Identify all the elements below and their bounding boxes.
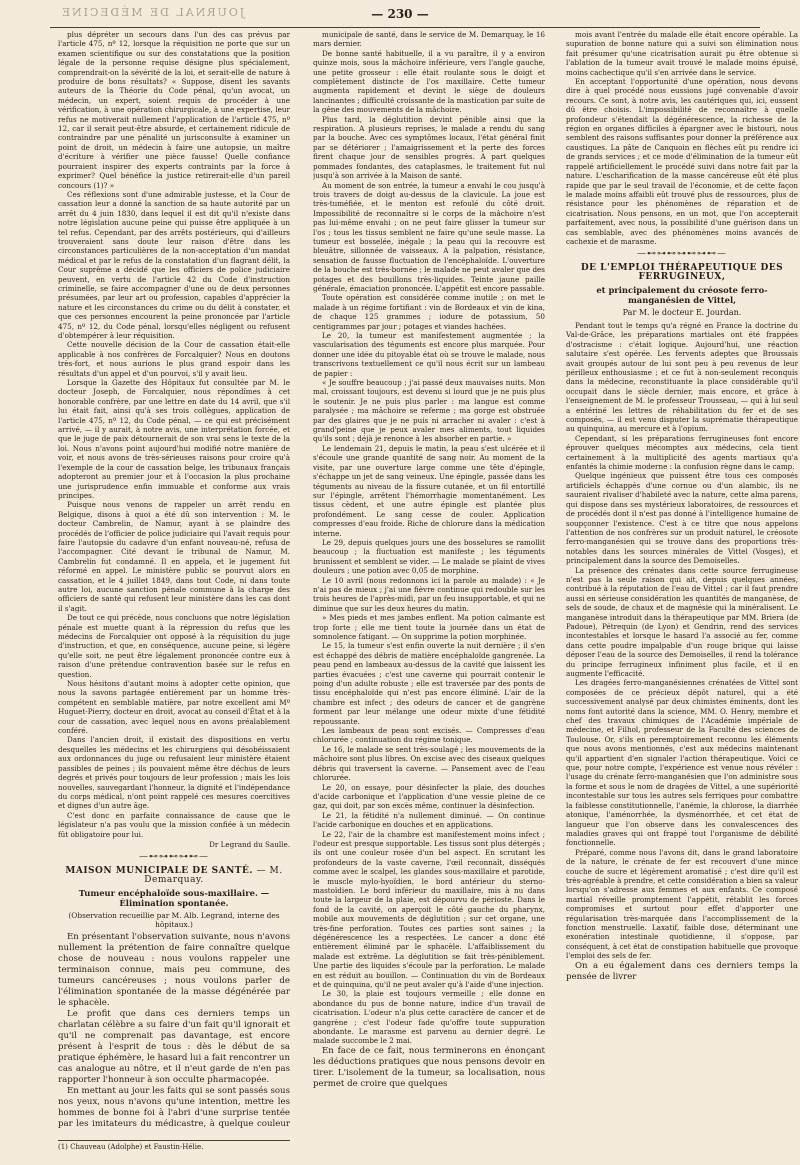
section-title	[58, 867, 290, 886]
paragraph: Les lambeaux de peau sont excisés. — Compresses d'eau chlorurée ; continuation du régime tonique.	[313, 726, 545, 745]
paragraph: Le 22, l'air de la chambre est manifestement moins infect ; l'odeur est presque supportable. Les tissus sont plus détergés ; ils ont une couleur rosée d'un bel aspect. En scrutant les profondeurs de la vaste caverne, l'œil reconnaît, disséqués comme avec le scalpel, les glandes sous-maxillaire et parotide, le muscle mylo-hyoïdien, le bord antérieur du sterno-mastoïdien. Le bord inférieur du maxillaire, mis à nu dans toute la largeur de la plaie, est dépourvu de périoste. Dans le fond de la cavité, on aperçoit le côté gauche du pharynx, mobile aux mouvements de déglutition ; sur cet organe, une très-fine perforation. Toutes ces parties sont saines ; la dégénérescence les a respectées. Le cancer a donc été entièrement éliminé par le sphacèle. L'affaiblissement du malade est extrême. La déglutition se fait très-péniblement. Une partie des liquides s'écoule par la perforation. Le malade en est réduit au bouillon. — Continuation du vin de Bordeaux et de quinquina, qu'il ne peut avaler qu'à l'aide d'une injection.	[313, 829, 545, 990]
paragraph: « Je souffre beaucoup ; j'ai passé deux mauvaises nuits. Mon mal, croissant toujours, est devenu si lourd que je ne puis plus le soutenir. Je ne puis plus parler : ma langue est comme paralysée ; ma mâchoire se referme ; ma gorge est obstruée par des glaires que je ne puis ni arracher ni avaler : c'est à grand'peine que je peux avaler mes aliments, tout liquides qu'ils sont ; déjà je renonce à les absorber en partie. »	[313, 378, 545, 444]
paragraph: Nous hésitons d'autant moins à adopter cette opinion, que nous la savons partagée entièrement par un homme très-compétent en semblable matière, par notre excellent ami Mº Huguet-Pierry, docteur en droit, avocat au conseil d'État et à la cour de cassation, avec lequel nous en avons préalablement conféré.	[58, 679, 290, 736]
column-2	[313, 30, 545, 1140]
paragraph: En face de ce fait, nous terminerons en énonçant les déductions pratiques que nous pensons devoir en tirer. L'isolement de la tumeur, sa localisation, nous permet de croire que quelques	[313, 1045, 545, 1089]
section-divider-ornament: —⊷⊶⊷⊶⊷⊶⊷—	[637, 249, 727, 260]
paragraph: Puisque nous venons de rappeler un arrêt rendu en Belgique, disons à quoi a été dû son intervention : M. le docteur Cambrelin, de Namur, ayant à se plaindre des procédés de l'officier de police judiciaire qui l'avait requis pour faire l'autopsie du cadavre d'un enfant nouveau-né, refusa de l'accompagner. Cité devant le tribunal de Namur, M. Cambrelin fut condamné. Il en appela, et le jugement fut réformé en appel. Le ministère public se pourvut alors en cassation, et le 4 juillet 1849, dans tout Code, ni dans toute autre loi, aucune sanction pénale commune à la charge des officiers de santé qui refusent leur ministère dans les cas dont il s'agit.	[58, 500, 290, 613]
paragraph: Le 20, on essaye, pour désinfecter la plaie, des douches d'acide carbonique et l'application d'une vessie pleine de ce gaz, qui doit, par son excès même, continuer la désinfection.	[313, 782, 545, 811]
paragraph: Le 10 avril (nous redonnons ici la parole au malade) : « Je n'ai pas de mieux ; j'ai une fièvre continue qui redouble sur les trois heures de l'après-midi, par un feu insupportable, et qui ne diminue que sur les deux heures du matin.	[313, 575, 545, 613]
paragraph: Au moment de son entrée, la tumeur a envahi le cou jusqu'à trois travers de doigt au-dessus de la clavicule. La joue est très-tuméfiée, et le menton est refoulé du côté droit. Impossibilité de reconnaître si le corps de la mâchoire n'est pas lui-même envahi ; on ne peut faire glisser la tumeur sur l'os ; tous les tissus semblent ne faire qu'une seule masse. La tumeur est bosselée, inégale ; la peau qui la recouvre est bleuâtre, sillonnée de vaisseaux. A la palpation, résistance, sensation de fausse fluctuation de l'encéphaloïde. L'ouverture de la bouche est très-bornée ; le malade ne peut avaler que des potages et des bouillons très-liquides. Teinte jaune paille générale, émaciation prononcée. L'appétit est encore passable.	[313, 180, 545, 293]
column-1	[58, 30, 290, 1130]
paragraph: Le 30, la plaie est toujours vermeille ; elle donne en abondance du pus de bonne nature, indice d'un travail de cicatrisation. L'odeur n'a plus cette caractère de cancer et de gangrène ; c'est l'odeur fade qu'offre toute suppuration abondante. Le marasme est parvenu au dernier degré. Le malade succombe le 2 mai.	[313, 989, 545, 1046]
paragraph: Cependant, si les préparations ferrugineuses font encore éprouver quelques mécomptes aux médecins, cela tient certainement à la multiplicité des agents martiaux qu'a enfantés la chimie moderne : la confusion règne dans le camp.	[566, 433, 798, 472]
paragraph: Préparé, comme nous l'avons dit, dans le grand laboratoire de la nature, le crénate de fer est recouvert d'une mince couche de sucre et légèrement aromatisé ; c'est dire qu'il est très-agréable à prendre, et cette considération a bien sa valeur lorsqu'on s'adresse aux femmes et aux enfants. Ce composé martial réveille promptement l'appétit, rétablit les forces compromises et surtout pour effet d'apporter une régularisation très-marquée dans l'accomplissement de la fonction menstruelle. Laxatif, faible dose, déterminant une exonération intestinale quotidienne, il s'oppose, par conséquent, à cet état de constipation habituelle que provoque l'emploi des sels de fer.	[566, 847, 798, 961]
section-subtitle: et principalement du créosote ferro-manganésien de Vittel,	[596, 284, 768, 305]
paragraph: En présentant l'observation suivante, nous n'avons nullement la prétention de faire connaître quelque chose de nouveau : nous voulons rappeler une terminaison connue, mais peu commune, des tumeurs cancéreuses ; nous voulons parler de l'élimination spontanée de la masse dégénérée par le sphacèle.	[58, 932, 290, 1009]
section-subtitle: Tumeur encéphaloïde sous-maxillaire. — Élimination spontanée.	[78, 887, 270, 908]
paragraph: Ces réflexions sont d'une admirable justesse, et la Cour de cassation leur a donné la sanction de sa haute autorité par un arrêt du 4 juin 1830, dans lequel il est dit qu'il n'existe dans notre législation aucune peine qui puisse être appliquée à un tel refus. Cependant, par des arrêts postérieurs, qui d'ailleurs trouveraient sans doute leur raison d'être dans les circonstances particulières de la non-acceptation d'un mandat médical et par le refus de la constatation d'un flagrant délit, la Cour suprême a décidé que les officiers de police judiciaire peuvent, en vertu de l'article 42 du Code d'instruction criminelle, se faire accompagner d'une ou de deux personnes présumées, par leur art ou profession, capables d'apprécier la nature et les circonstances du crime ou du délit à constater, et que ces personnes encourent la peine prononcée par l'article 475, nº 12, du Code pénal, lorsqu'elles négligent ou refusent d'obtempérer à leur réquisition.	[58, 189, 290, 340]
paragraph: Quelque ingénieux que puissent être tous ces composés artificiels échappés d'une cornue ou d'un alambic, ils ne sauraient rivaliser d'habileté avec la nature, cette alma parens, qui dispose dans ses mystérieux laboratoires, de ressources et de procédés dont il n'est pas donné à l'intelligence humaine de soupçonner l'existence. C'est à ce titre que nous appelons l'attention de nos confrères sur un produit naturel, le créosote ferro-manganésien qui se trouve dans des proportions très-notables dans les sources minérales de Vittel (Vosges), et principalement dans la source des Demoiselles.	[566, 471, 798, 566]
paragraph: Cette nouvelle décision de la Cour de cassation était-elle applicable à nos confrères de Forcalquier? Nous en doutons très-fort, et nous aurions le plus grand espoir dans les résultats d'un appel et d'un pourvoi, s'il y avait lieu.	[58, 340, 290, 378]
paragraph: De bonne santé habituelle, il a vu paraître, il y a environ quinze mois, sous la mâchoire inférieure, vers l'angle gauche, une petite grosseur : elle était roulante sous le doigt et complètement distincte de l'os maxillaire. Cette tumeur augmenta rapidement et devint le siège de douleurs lancinantes ; difficulté croissante de la mastication par suite de la gêne des mouvements de la mâchoire.	[313, 48, 545, 115]
section-title-author: — M. Demarquay.	[144, 865, 283, 886]
paragraph: Le 20, la tumeur est manifestement augmentée ; la vascularisation des téguments est encore plus marquée. Pour donner une idée du pitoyable état où se trouve le malade, nous transcrivons textuellement ce qu'il nous écrit sur un lambeau de papier :	[313, 331, 545, 378]
page-number: — 230 —	[371, 7, 429, 21]
paragraph: La présence des crénates dans cette source ferrugineuse n'est pas la seule raison qui ait, depuis quelques années, contribué à la réputation de l'eau de Vittel ; car il faut prendre aussi en sérieuse considération les quantités de manganèse, de sels de soude, de chaux et de magnésie qui la minéralisent. Le manganèse introduit dans la thérapeutique par MM. Briera (de Padoue), Pétrequin (de Lyon) et Gendrin, rend des services incontestables et lorsque le hasard l'a associé au fer, comme dans cette poudre impalpable d'un rouge brique qui laisse déposer l'eau de la source des Demoiselles, il rend la tolérance du principe ferrugineux infiniment plus facile, et il en augmente l'efficacité.	[566, 565, 798, 678]
footnote: (1) Chauveau (Adolphe) et Faustin-Hélie.	[58, 1140, 290, 1151]
article-signature: Dr Legrand du Saulle.	[209, 839, 290, 849]
paragraph: Le 29, depuis quelques jours une des bosselures se ramollit beaucoup ; la fluctuation est manifeste ; les téguments brunissent et semblent se vider. — Le malade se plaint de vives douleurs ; une potion avec 0,05 de morphine.	[313, 537, 545, 576]
paragraph: Dans l'ancien droit, il existait des dispositions en vertu desquelles les médecins et les chirurgiens qui désobéissaient aux ordonnances du juge ou refusaient leur ministère étaient passibles de peines ; ils pouvaient même être déchus de leurs degrés et privés pour toujours de leur profession ; mais les lois nouvelles, sauvegardant l'honneur, la dignité et l'indépendance du corps médical, n'ont point rappelé ces mesures coercitives et dignes d'un autre âge.	[58, 735, 290, 811]
paragraph: Toute opération est considérée comme inutile ; on met le malade à un régime fortifiant : vin de Bordeaux et vin de kina, de chaque 125 grammes ; iodure de potassium, 50 centigrammes par jour ; potages et viandes hachées.	[313, 293, 545, 331]
paragraph: En acceptant l'opportunité d'une opération, nous devons dire à quel procédé nous eussions jugé convenable d'avoir recours. Ce sont, à notre avis, les cautériques qui, ici, eussent dû être choisis. L'impossibilité de reconnaître à quelle profondeur s'étendait la dégénérescence, la richesse de la région en organes difficiles à épargner avec le bistouri, nous semblent des raisons suffisantes pour donner la préférence aux caustiques. La pâte de Canquoin en flèches eût pu rendre ici de grands services ; et ce mode d'élimination de la tumeur eût rappelé artificiellement le procédé suivi dans notre fait par la nature. L'escharification de la masse cancéreuse eût été plus rapide que par le seul travail de l'économie, et de cette façon le malade moins affaibli eût trouvé plus de ressources, plus de résistance pour les phénomènes de réparation et de cicatrisation. Nous pensons, en un mot, que l'on accepterait parfaitement, avec nous, la possibilité d'une guérison dans un cas semblable, avec des phénomènes moins avancés de cachexie et de marasme.	[566, 77, 798, 246]
paragraph: municipale de santé, dans le service de M. Demarquay, le 16 mars dernier.	[313, 30, 545, 49]
paragraph: Le profit que dans ces derniers temps un charlatan célèbre a su faire d'un fait qu'il ignorait et qu'il ne comprenait pas davantage, est encore présent à l'esprit de tous : dès le début de sa pratique éphémère, le hasard lui a fait rencontrer un cas analogue au nôtre, et il n'eut garde de n'en pas rapporter l'honneur à son occulte pharmacopée.	[58, 1009, 290, 1086]
paragraph: De tout ce qui précède, nous concluons que notre législation pénale est muette quant à la répression du refus que les médecins de Forcalquier ont opposé à la réquisition du juge d'instruction, et que, en conséquence, aucune peine, si légère qu'elle soit, ne peut être légalement prononcée contre eux à raison d'une prétendue contravention basée sur le refus en question.	[58, 613, 290, 679]
paragraph: On a eu également dans ces derniers temps la pensée de livrer	[566, 960, 798, 982]
paragraph: Lorsque la Gazette des Hôpitaux fut consultée par M. le docteur Joseph, de Forcalquier, nous répondîmes à cet honorable confrère, par une lettre en date du 14 avril, que s'il lui était fait, ainsi qu'à ses trois collègues, application de l'article 475, nº 12, du Code pénal, — ce qui est précisément arrivé, — il y aurait, à notre avis, une interprétation forcée, et que le juge de paix détournerait de son vrai sens le texte de la loi. Nous n'avons point aujourd'hui modifié notre manière de voir, et nous avons de très-sérieuses raisons pour croire qu'à l'exemple de la cour de cassation belge, les tribunaux français adopteront au premier jour et à l'occasion la plus prochaine une jurisprudence enfin immuable et conforme aux vrais principes.	[58, 378, 290, 500]
paragraph: plus dépréter un secours dans l'un des cas prévus par l'article 475, nº 12, lorsque la réquisition ne porte que sur un examen scientifique ou sur des constatations que la position légale de la personne requise désigne plus spécialement, comprendrait-on la sévérité de la loi, et serait-elle de nature à produire de bons résultats? « Suppose, disent les savants auteurs de la Théorie du Code pénal, qu'un avocat, un médecin, un expert, soient requis de procéder à une vérification, à une opération chirurgicale, à une expertise, leur refus ne motiverait nullement l'application de l'article 475, nº 12, car il serait peut-être absurde, et certainement ridicule de contraindre par une pénalité un jurisconsulte à examiner un point de droit, un médecin à faire une autopsie, un maître d'écriture à vérifier une pièce fausse! Quelle confiance pourraient inspirer des experts contraints par la force à exprimer? Quel bénéfice la justice retirerait-elle d'un pareil concours (1)? »	[58, 30, 290, 190]
paragraph: Le 21, la fétidité n'a nullement diminué. — On continue l'acide carbonique en douches et en applications.	[313, 810, 545, 830]
page-header	[0, 4, 800, 26]
column-3	[566, 30, 798, 1140]
paragraph: Pendant tout le temps qu'a régné en France la doctrine du Val-de-Grâce, les préparations martiales ont été frappées d'ostracisme : c'était logique. Aujourd'hui, une réaction salutaire s'est opérée. Les fervents adeptes que Broussais avait groupés autour de lui sont peu à peu revenus de leur périlleux enthousiasme ; et ce fut à non-seulement reconquis dans la médecine, reconstituante la place considérable qu'il occupait dans le siècle dernier, mais encore, et grâce à l'enseignement de M. le professeur Trousseau, — qui à lui seul a entériné les lettres de réhabilitation du fer et de ses composés, — il est venu disputer la suprématie thérapeutique au quinquina, au mercure et à l'opium.	[566, 320, 798, 434]
paragraph: mois avant l'entrée du malade elle était encore opérable. La supuration de bonne nature qui a suivi son élimination nous fait présumer qu'une cicatrisation aurait pu être obtenue si l'ablation de la tumeur avait trouvé le malade moins épuisé, moins cachectique qu'il s'en arrivée dans le service.	[566, 30, 798, 77]
paragraph: Les dragées ferro-manganésiennes crénatées de Vittel sont composées de ce précieux dépôt naturel, qui a été successivement analysé par deux chimistes éminents, dont les noms font autorité dans la science, MM. O. Henry, membre et chef des travaux chimiques de l'Académie impériale de médecine, et Filhol, professeur de la Faculté des sciences de Toulouse. Or, s'ils en peremptoirement reconnu les éléments que nous avons mentionnés, c'est aux médecins maintenant qu'il appartient d'en signaler l'action thérapeutique. Voici ce que, pour notre compte, l'expérience est venue nous révéler : l'usage du crénate ferro-manganésien que l'on administre sous la forme et sous le nom de dragées de Vittel, a une supériorité incontestable sur tous les autres sels ferriques pour combattre la faiblesse constitutionnelle, l'anémie, la chlorose, la diarrhée atonique, l'aménorrhée, la dysménorrhée, et cet état de langueur que l'on observe dans les convalescences des maladies graves qui ont frappé tout l'organisme de débilité fonctionnelle.	[566, 678, 798, 848]
running-head-show-through: JOURNAL DE MÉDECINE	[60, 6, 245, 19]
section-title: DE L'EMPLOI THÉRAPEUTIQUE DES FERRUGINEUX,	[580, 262, 784, 283]
paragraph: En mettant au jour les faits qui se sont passés sous nos yeux, nous n'avons qu'une intention, mettre les hommes de bonne foi à l'abri d'une surprise tentée par les imitateurs du médicastre, à quelque couleur	[58, 1086, 290, 1130]
paragraph: Le 16, le malade se sent très-soulagé ; les mouvements de la mâchoire sont plus libres. On excise avec des ciseaux quelques débris qui traversent la caverne. — Pansement avec de l'eau chlorurée.	[313, 744, 545, 783]
section-title-text: MAISON MUNICIPALE DE SANTÉ.	[65, 865, 253, 876]
paragraph: C'est donc en parfaite connaissance de cause que le législateur n'a pas voulu que la mission confiée à un médecin fût obligatoire pour lui.	[58, 810, 290, 839]
paragraph: Le lendemain 21, depuis le matin, la peau s'est ulcérée et il s'écoule une grande quantité de sang noir. Au moment de la visite, par une ouverture large comme une tête d'épingle, s'échappe un jet de sang veineux. Une épingle, passée dans les téguments au niveau de la fissure cutanée, et un fil entortillé sur l'épingle, arrêtent l'hémorrhagie momentanément. Les tissus cèdent, et une autre épingle est plantée plus profondément. Le sang cesse de couler. Application compresses d'eau froide. Riche de chlorure dans la médication interne.	[313, 443, 545, 538]
paragraph: » Mes pieds et mes jambes enflent. Ma potion calmante est trop forte ; elle me tient toute la journée dans un état de somnolence fatigant. — On supprime la potion morphinée.	[313, 613, 545, 641]
paragraph: Le 15, la tumeur s'est enfin ouverte la nuit dernière ; il s'en est échappé des débris de matière encéphaloïde gangrenée. La peau pend en lambeaux au-dessus de la cavité que laissent les parties évacuées ; c'est une caverne qui pourrait contenir le poing d'un adulte robuste ; elle est traversée par des ponts de tissu encéphaloïde qui n'est pas encore éliminé. L'air de la chambre est infect ; des odeurs de cancer et de gangrène forment par leur mélange une odeur mixte d'une fétidité repoussante.	[313, 641, 545, 726]
section-author: Par M. le docteur E. Jourdan.	[622, 307, 742, 317]
section-divider-ornament: —⊷⊶⊷⊶⊷—	[139, 852, 209, 863]
header-rule	[50, 27, 760, 28]
section-observation-note: (Observation recueillie par M. Alb. Legrand, interne des hôpitaux.)	[68, 910, 280, 929]
paragraph: Plus tard, la déglutition devint pénible ainsi que la respiration. A plusieurs reprises, le malade a rendu du sang par la bouche. Avec ces symptômes locaux, l'état général finit par se détériorer ; l'amaigrissement et la perte des forces firent chaque jour de sensibles progrès. A part quelques pommades fondantes, des cataplasmes, le traitement fut nul jusqu'à son arrivée à la Maison de santé.	[313, 114, 545, 181]
